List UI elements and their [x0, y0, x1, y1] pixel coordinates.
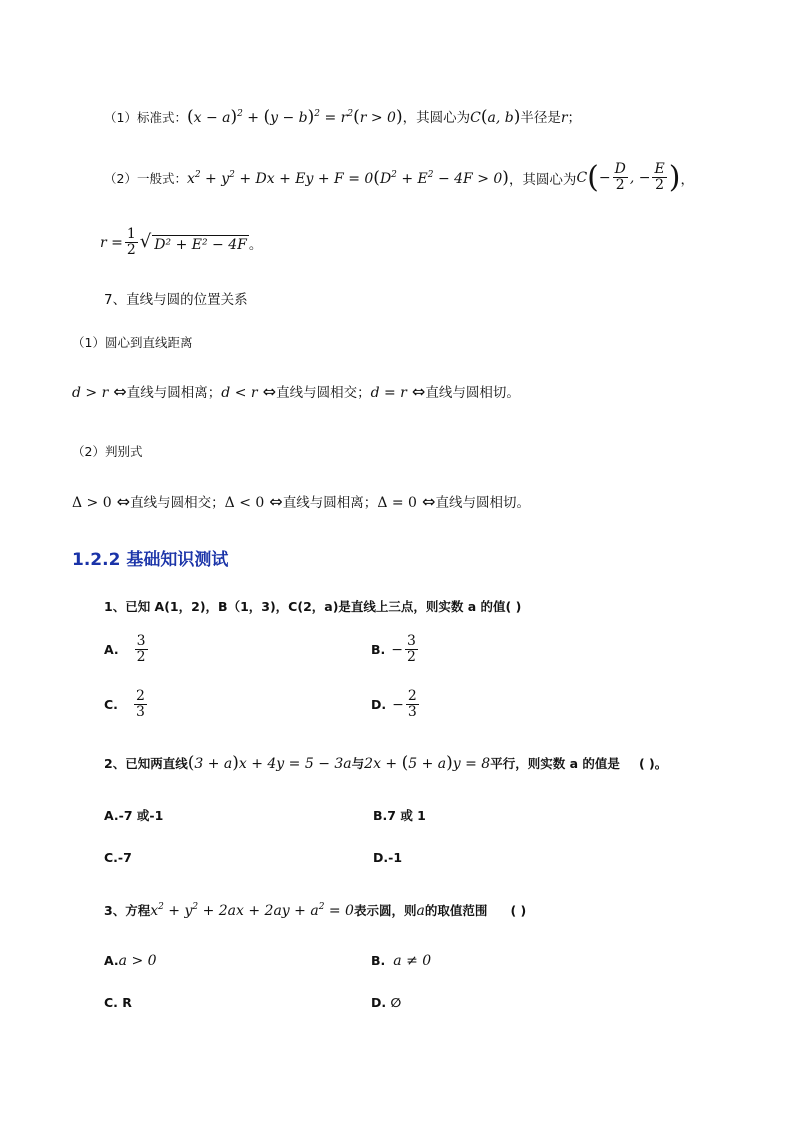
question-3-paren: ( ): [510, 903, 527, 918]
question-2-suffix: 平行，则实数 a 的值是: [490, 756, 620, 771]
question-2-line2-equation: 2x + (5 + a)y = 8: [364, 753, 491, 773]
question-1-option-d: D. − $\frac{2}{3}$: [371, 688, 417, 721]
question-1-option-c: C. $\frac{2}{3}$: [104, 688, 145, 721]
formula-standard-radius-text: 半径是: [520, 110, 561, 126]
frac-den: 2: [136, 649, 146, 666]
formula-general-end: ，: [680, 171, 694, 188]
question-2-option-a: A.-7 或-1: [104, 808, 164, 823]
formula-general-center: C ( − $\frac{D}{2}$ , − $\frac{E}{2}$ ): [576, 160, 681, 195]
frac-den: 2: [655, 177, 665, 193]
question-2-option-b: B.7 或 1: [373, 808, 426, 823]
frac-den: 3: [407, 704, 417, 721]
section-heading: 1.2.2 基础知识测试: [72, 550, 229, 570]
frac-den: 3: [135, 704, 145, 721]
formula-radius-fraction: [125, 227, 138, 259]
question-2-mid: 与: [351, 756, 365, 771]
question-3-variable: a: [416, 903, 425, 919]
formula-general-label: （2）一般式：: [104, 170, 187, 186]
frac-num: 3: [407, 633, 416, 649]
section7-sub1: （1）圆心到直线距离: [72, 335, 193, 350]
formula-general-line: [104, 160, 694, 195]
frac-num: D: [614, 160, 626, 177]
formula-standard-center: C(a, b): [470, 107, 521, 127]
frac-den: 2: [407, 649, 416, 666]
formula-general-equation: $x^2 + y^2 + Dx + Ey + F = 0(D^2 + E^2 - 4F > 0)$: [186, 167, 509, 188]
formula-radius-end: 。: [248, 236, 263, 253]
question-3-option-a: A.a > 0: [104, 953, 157, 969]
formula-radius-radicand: D² + E² − 4F: [154, 236, 247, 253]
question-2-option-c: C.-7: [104, 850, 132, 865]
formula-standard-center-text: ，其圆心为: [402, 110, 471, 126]
frac-num: 2: [407, 688, 417, 704]
formula-radius-line: [100, 227, 262, 259]
question-3-option-c: C. R: [104, 995, 132, 1010]
relation-intersect: 直线与圆相交；: [276, 385, 371, 401]
section7-sub2: （2）判别式: [72, 444, 143, 459]
frac-num: E: [654, 160, 665, 177]
question-1-text: 1、已知 A(1，2)，B（1，3)，C(2，a)是直线上三点，则实数 a 的值( ): [104, 599, 522, 614]
relation-tangent: 直线与圆相切。: [425, 385, 520, 401]
question-2-prefix: 2、已知两直线: [104, 756, 188, 771]
sqrt-icon: √: [139, 230, 152, 252]
frac-den: 2: [126, 242, 136, 259]
question-3-option-d: D. ∅: [371, 995, 402, 1010]
question-3-prefix: 3、方程: [104, 903, 151, 918]
frac-num: 2: [135, 688, 145, 704]
question-2-line: [104, 753, 667, 773]
distance-relation-line: d > r ⇔直线与圆相离；d < r ⇔直线与圆相交；d = r ⇔直线与圆相切。: [72, 382, 520, 401]
question-3-mid: 表示圆，则: [353, 903, 417, 918]
formula-standard-line: [104, 106, 581, 127]
relation-separate: 直线与圆相离；: [282, 495, 378, 511]
question-3-equation: $x^2 + y^2 + 2ax + 2ay + a^2 = 0$: [150, 902, 354, 919]
formula-general-center-text: ，其圆心为: [508, 171, 577, 188]
formula-standard-label: （1）标准式：: [104, 110, 187, 125]
section7-title: 7、直线与圆的位置关系: [104, 292, 248, 308]
formula-radius-sqrt: [139, 230, 249, 253]
relation-intersect: 直线与圆相交；: [130, 495, 225, 511]
question-3-option-b: B. a ≠ 0: [371, 953, 432, 969]
question-1-option-b: B. − $\frac{3}{2}$: [371, 633, 416, 666]
formula-standard-r: r: [560, 110, 568, 126]
relation-separate: 直线与圆相离；: [126, 385, 222, 401]
question-2-line1-equation: (3 + a)x + 4y = 5 − 3a: [187, 753, 352, 773]
question-2-paren: ( )。: [638, 756, 668, 771]
frac-num: 3: [136, 633, 146, 649]
question-1-option-a: A. $\frac{3}{2}$: [104, 633, 146, 666]
formula-standard-equation: $(x - a)^2 + (y - b)^2 = r^2(r > 0)$: [186, 107, 403, 127]
question-2-option-d: D.-1: [373, 850, 403, 865]
relation-tangent: 直线与圆相切。: [435, 495, 530, 511]
question-3-line: [104, 900, 526, 919]
formula-standard-end: ；: [567, 110, 582, 126]
question-3-suffix: 的取值范围: [424, 903, 488, 918]
formula-radius-lhs: r =: [100, 234, 123, 251]
discriminant-relation-line: Δ > 0 ⇔直线与圆相交；Δ < 0 ⇔直线与圆相离；Δ = 0 ⇔直线与圆相切。: [72, 492, 530, 511]
frac-num: 1: [126, 226, 136, 242]
frac-den: 2: [615, 177, 625, 193]
